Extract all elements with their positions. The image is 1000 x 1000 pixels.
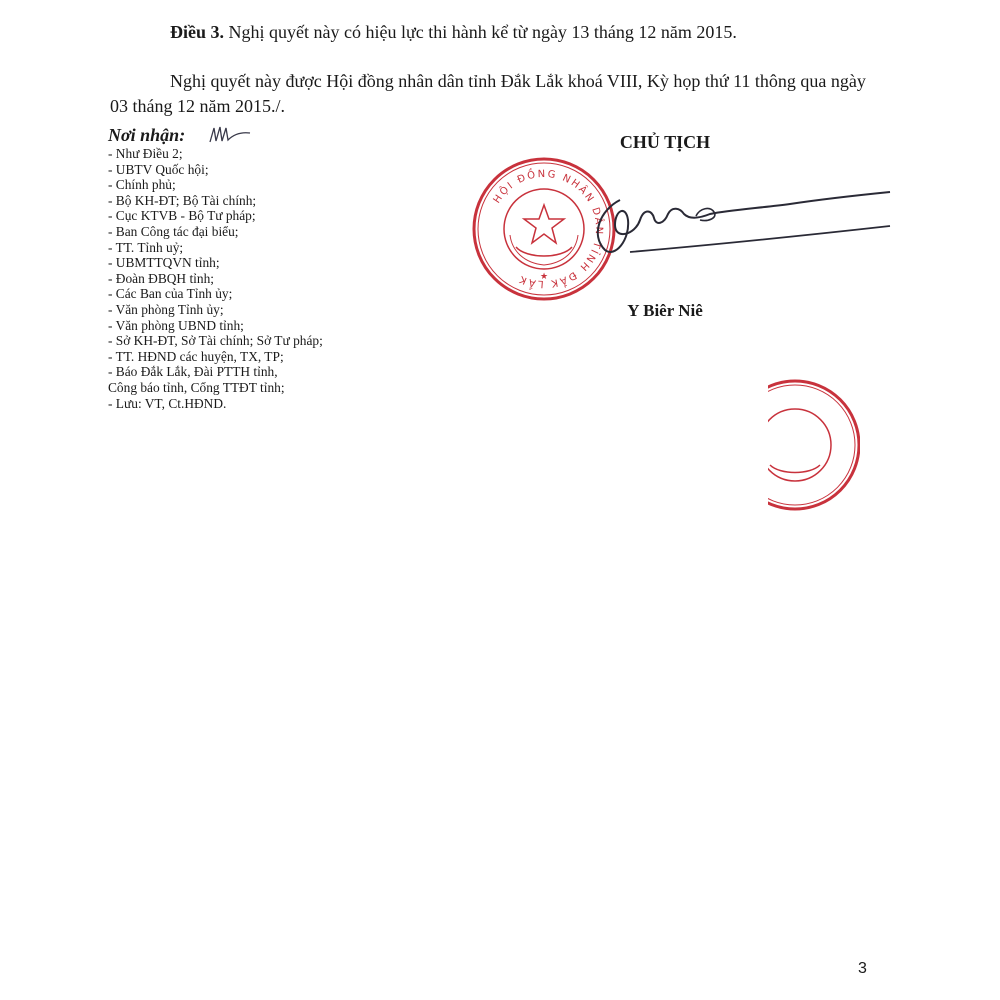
svg-text:★: ★	[539, 272, 549, 282]
signer-title: CHỦ TỊCH	[619, 132, 711, 152]
article-3-label: Điều 3.	[170, 22, 224, 42]
recipient-item: - UBTV Quốc hội;	[108, 161, 209, 177]
partial-seal	[700, 375, 860, 520]
recipient-item: - Văn phòng Tỉnh ủy;	[108, 301, 224, 317]
recipient-item: - Văn phòng UBND tỉnh;	[108, 317, 244, 333]
recipient-item: - Sở KH-ĐT, Sở Tài chính; Sở Tư pháp;	[108, 333, 323, 349]
recipient-item: - Lưu: VT, Ct.HĐND.	[108, 395, 227, 411]
recipient-item: - TT. Tỉnh uỷ;	[108, 239, 184, 255]
recipient-item: - Chính phủ;	[108, 177, 176, 193]
page-number: 3	[858, 960, 867, 977]
article-3-text: Nghị quyết này có hiệu lực thi hành kể từ ngày 13 tháng 12 năm 2015.	[224, 22, 737, 42]
recipient-item: - Báo Đắk Lắk, Đài PTTH tỉnh,	[108, 364, 278, 380]
handwritten-signature	[560, 180, 900, 270]
initials-mark	[204, 124, 254, 146]
recipient-item: - Các Ban của Tỉnh ủy;	[108, 286, 233, 302]
recipients-list	[108, 146, 448, 411]
recipient-item: Công báo tỉnh, Cổng TTĐT tỉnh;	[108, 379, 285, 395]
recipient-item: - Đoàn ĐBQH tỉnh;	[108, 270, 215, 286]
recipient-item: - Như Điều 2;	[108, 146, 183, 161]
recipient-item: - Bộ KH-ĐT; Bộ Tài chính;	[108, 192, 257, 208]
recipient-item: - Cục KTVB - Bộ Tư pháp;	[108, 208, 256, 224]
recipients-block	[108, 124, 448, 411]
recipient-item: - Ban Công tác đại biểu;	[108, 223, 239, 239]
article-3-paragraph	[110, 20, 878, 45]
recipient-item: - TT. HĐND các huyện, TX, TP;	[108, 348, 284, 364]
recipient-item: - UBMTTQVN tỉnh;	[108, 255, 220, 271]
recipients-title: Nơi nhận:	[108, 125, 186, 145]
seal-text: HỘI ĐỒNG NHÂN DÂN TỈNH ĐẮK LẮK	[491, 168, 605, 290]
signer-name: Y Biêr Niê	[627, 301, 703, 320]
adoption-paragraph: Nghị quyết này được Hội đồng nhân dân tỉnh Đắk Lắk khoá VIII, Kỳ họp thứ 11 thông qua ngày 03 tháng 12 năm 2015./.	[110, 71, 866, 116]
